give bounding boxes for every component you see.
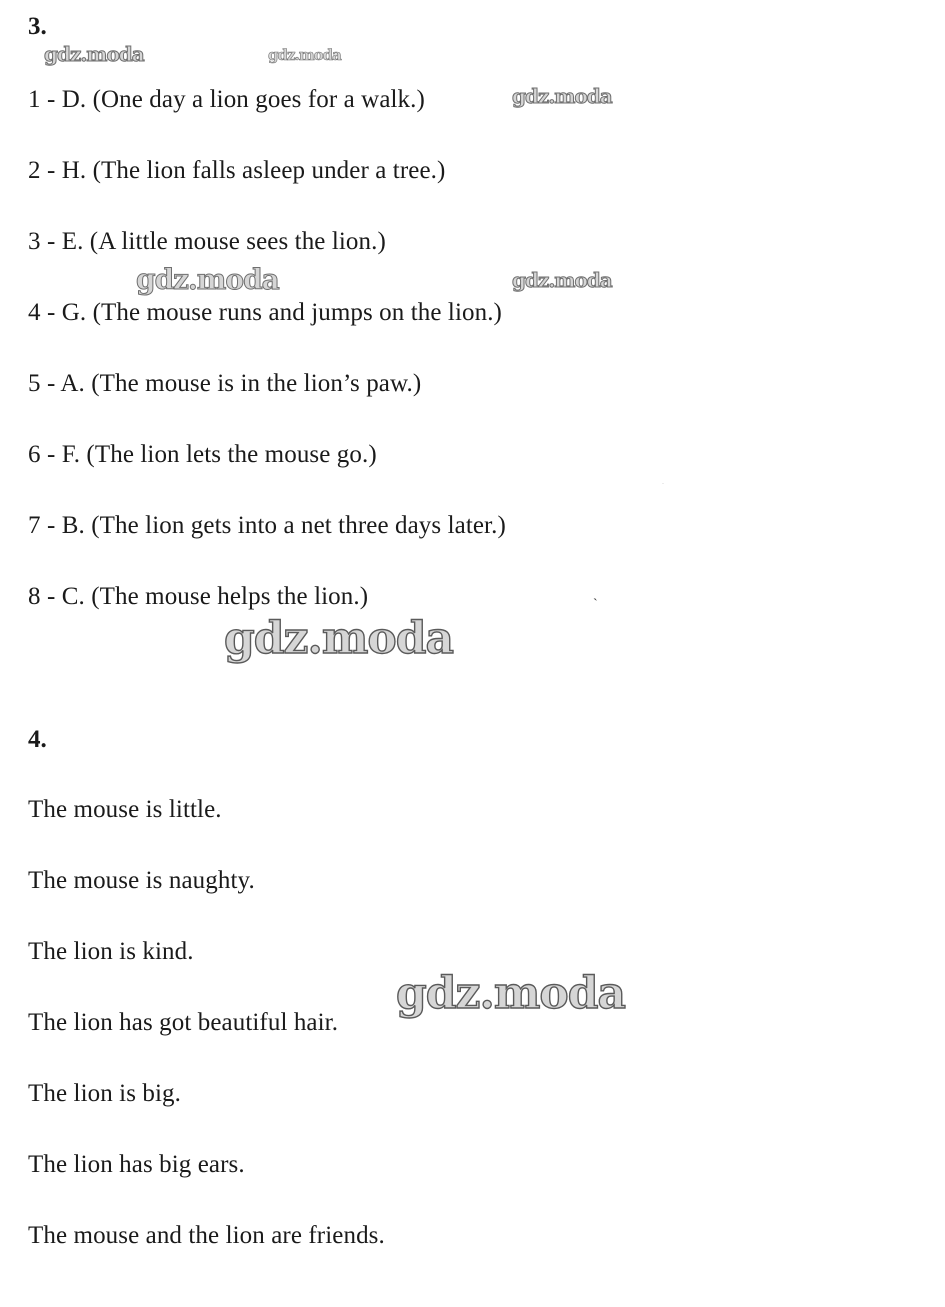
watermark: gdz.moda bbox=[136, 263, 279, 296]
description-line-5: The lion is big. bbox=[28, 1080, 181, 1107]
description-line-4: The lion has got beautiful hair. bbox=[28, 1009, 339, 1036]
description-line-3: The lion is kind. bbox=[28, 938, 194, 965]
watermark: gdz.moda bbox=[512, 84, 612, 108]
scan-speck: . bbox=[662, 477, 664, 486]
scan-speck: ` bbox=[593, 597, 598, 612]
answer-line-2: 2 - H. (The lion falls asleep under a tree.) bbox=[28, 157, 446, 184]
watermark: gdz.moda bbox=[512, 268, 612, 292]
watermark: gdz.moda bbox=[224, 613, 454, 664]
description-line-6: The lion has big ears. bbox=[28, 1151, 245, 1178]
answer-line-5: 5 - A. (The mouse is in the lion’s paw.) bbox=[28, 370, 422, 397]
description-line-7: The mouse and the lion are friends. bbox=[28, 1222, 385, 1249]
answer-line-3: 3 - E. (A little mouse sees the lion.) bbox=[28, 228, 386, 255]
watermark: gdz.moda bbox=[44, 42, 144, 66]
description-line-2: The mouse is naughty. bbox=[28, 867, 255, 894]
answer-line-1: 1 - D. (One day a lion goes for a walk.) bbox=[28, 86, 425, 113]
answer-line-7: 7 - B. (The lion gets into a net three days later.) bbox=[28, 512, 506, 539]
answer-line-6: 6 - F. (The lion lets the mouse go.) bbox=[28, 441, 377, 468]
watermark: gdz.moda bbox=[396, 968, 626, 1019]
answer-line-8: 8 - C. (The mouse helps the lion.) bbox=[28, 583, 369, 610]
watermark: gdz.moda bbox=[268, 46, 341, 64]
section-3-heading: 3. bbox=[28, 13, 47, 40]
answer-line-4: 4 - G. (The mouse runs and jumps on the lion.) bbox=[28, 299, 502, 326]
section-4-heading: 4. bbox=[28, 726, 47, 753]
description-line-1: The mouse is little. bbox=[28, 796, 222, 823]
